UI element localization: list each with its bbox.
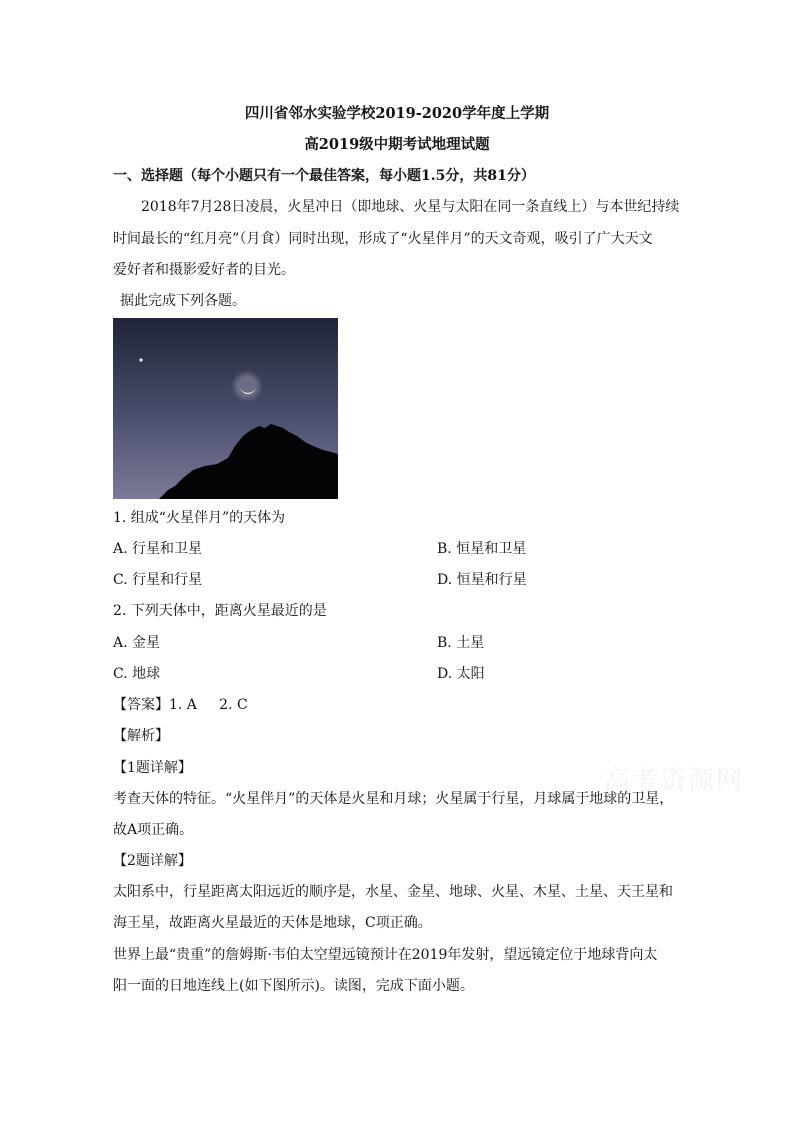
question-1-stem: 1. 组成“火星伴月”的天体为 [113, 510, 286, 526]
question-2-stem: 2. 下列天体中，距离火星最近的是 [113, 603, 327, 619]
school-title: 四川省邻水实验学校2019-2020学年度上学期 [244, 105, 550, 122]
answer-value: 1. A 2. C [169, 697, 248, 713]
answer-label: 【答案】 [113, 697, 169, 713]
detail-1-line-1: 考查天体的特征。“火星伴月”的天体是火星和月球；火星属于行星，月球属于地球的卫星， [113, 791, 674, 807]
next-passage-line-1: 世界上最“贵重”的詹姆斯·韦伯太空望远镜预计在2019年发射，望远镜定位于地球背向太 [113, 947, 658, 963]
passage-line-3: 爱好者和摄影爱好者的目光。 [113, 262, 295, 278]
detail-1-label: 【1题详解】 [113, 760, 192, 776]
passage-line-2: 时间最长的“红月亮”（月食）同时出现，形成了“火星伴月”的天文奇观，吸引了广大天文 [113, 231, 653, 247]
answer-line [113, 695, 248, 715]
section-heading: 一、选择题（每个小题只有一个最佳答案，每小题1.5分，共81分） [113, 168, 535, 184]
analysis-label: 【解析】 [113, 728, 169, 744]
q1-option-b: B. 恒星和卫星 [437, 541, 527, 557]
q2-option-a: A. 金星 [113, 635, 161, 651]
moon-mars-photo [113, 318, 338, 499]
detail-2-line-1: 太阳系中，行星距离太阳远近的顺序是，水星、金星、地球、火星、木星、土星、天王星和 [113, 884, 673, 900]
q2-option-c: C. 地球 [113, 666, 161, 682]
q1-option-a: A. 行星和卫星 [113, 541, 203, 557]
exam-title: 高2019级中期考试地理试题 [304, 136, 490, 153]
watermark: 高考资源网 [604, 766, 745, 796]
detail-1-line-2: 故A项正确。 [113, 822, 194, 838]
q1-option-d: D. 恒星和行星 [437, 572, 527, 588]
q1-option-c: C. 行星和行星 [113, 572, 203, 588]
q2-option-d: D. 太阳 [437, 666, 485, 682]
moon-disc [238, 377, 256, 395]
detail-2-line-2: 海王星，故距离火星最近的天体是地球，C项正确。 [113, 915, 432, 931]
mars-dot [139, 358, 142, 361]
passage-instruction: 据此完成下列各题。 [120, 293, 246, 309]
detail-2-label: 【2题详解】 [113, 853, 192, 869]
next-passage-line-2: 阳一面的日地连线上(如下图所示)。读图，完成下面小题。 [113, 978, 474, 994]
passage-line-1: 2018年7月28日凌晨，火星冲日（即地球、火星与太阳在同一条直线上）与本世纪持续 [141, 199, 680, 215]
q2-option-b: B. 土星 [437, 635, 485, 651]
